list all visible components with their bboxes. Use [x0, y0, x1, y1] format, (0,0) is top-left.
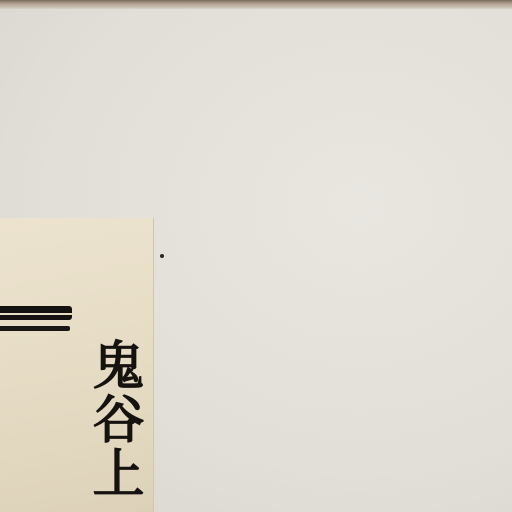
ink-speck: [160, 254, 164, 258]
scroll-top-edge: [0, 0, 512, 9]
label-rule-gap: [0, 313, 72, 315]
label-title-text: 鬼谷上: [83, 338, 144, 500]
label-rule-thin: [0, 326, 70, 331]
